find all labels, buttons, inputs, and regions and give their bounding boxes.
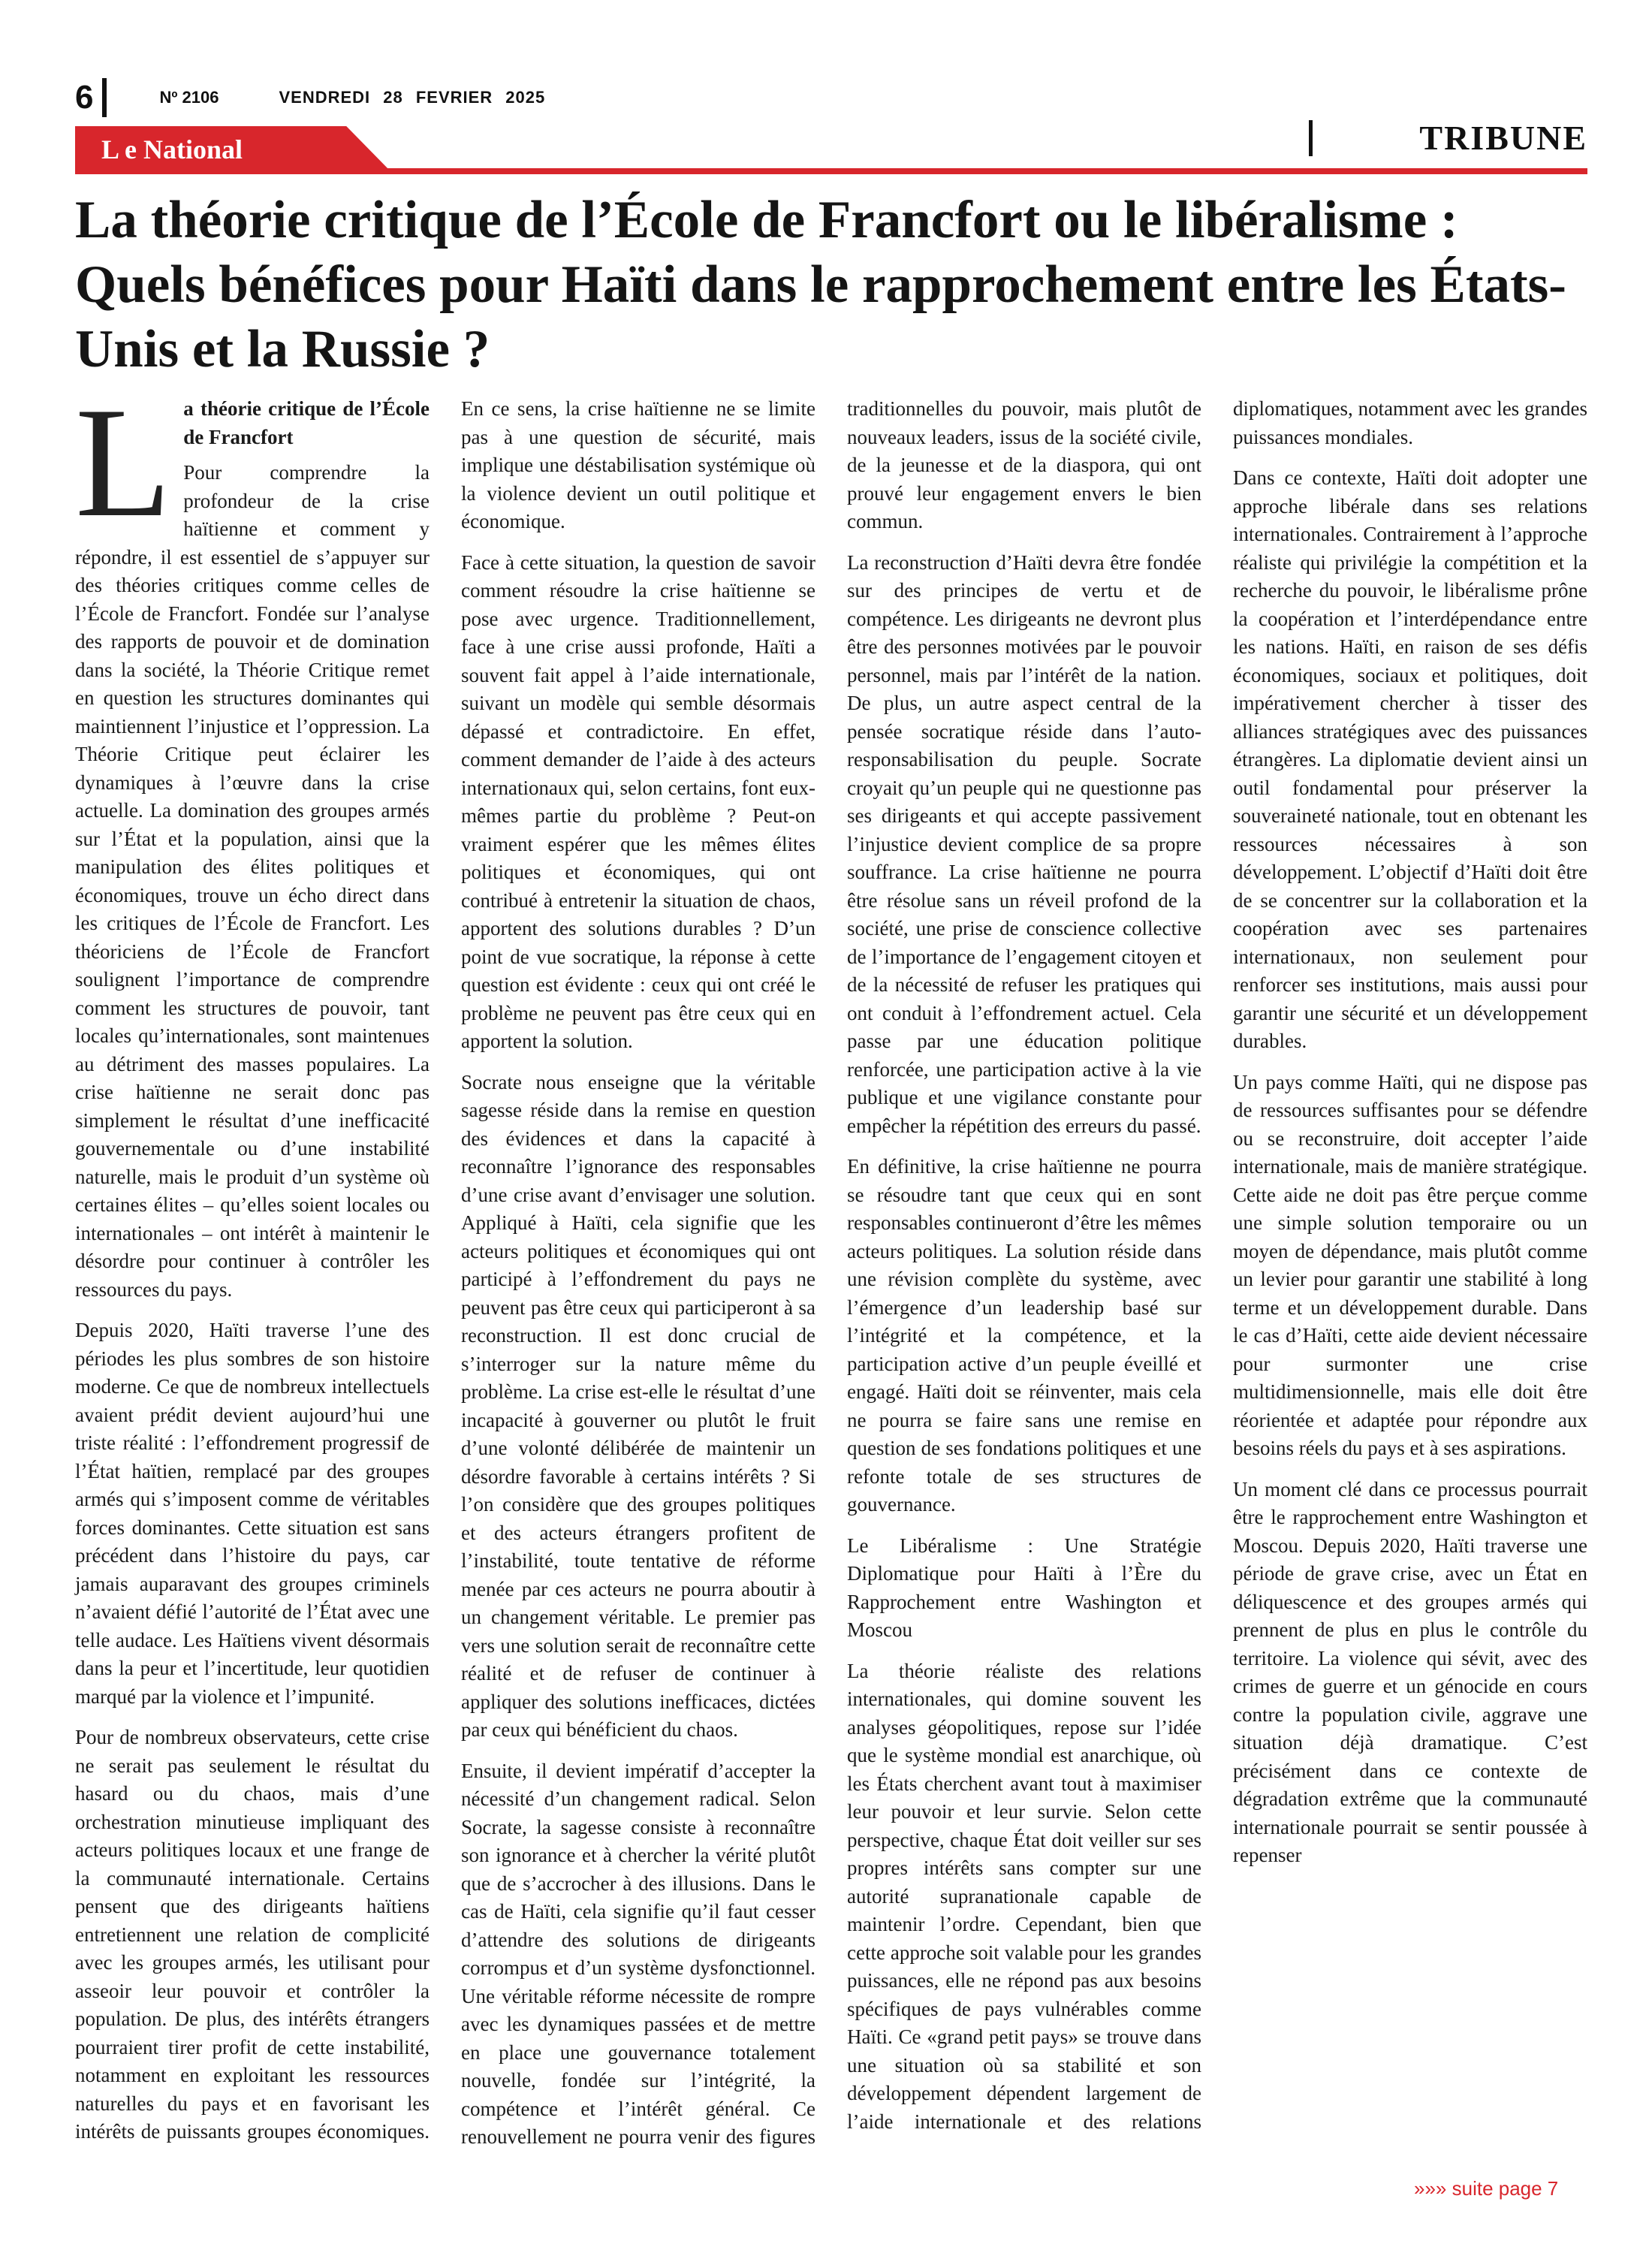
section-subheading: a théorie critique de l’École de Francfort — [183, 397, 430, 448]
page-number: 6 — [75, 79, 94, 116]
issue-number: Nº 2106 — [159, 88, 219, 107]
section-divider — [1309, 120, 1313, 156]
article-paragraph: Ensuite, il devient impératif d’accepter la nécessité d’un changement radical. Selon Socrate, la sagesse consiste à reconnaître son ignorance et à chercher la vérité plutôt que de s’accrocher à des illusions. Dans le cas de Haïti, cela signifie qu’il faut cesser d’attendre des solutions de dirigeants corrompus et d’un système dysfonctionnel. Une véritable réforme nécessite de rompre avec les dynamiques passées et de mettre en place une gouvernance totalement nouvelle, fondée sur l’intégrité, la compétence et l’intérêt général. Ce renouvellement ne pourra venir des figures traditionnelles du pouvoir, mais plutôt de nouveaux leaders, issus de la société civile, de la jeunesse et de la diaspora, qui ont prouvé leur engagement envers le bien commun. — [461, 397, 1201, 2148]
article-paragraph: La théorie réaliste des relations internationales, qui domine souvent les analyses géopolitiques, repose sur l’idée que le système mondial est anarchique, où les États cherchent avant tout à maximiser leur pouvoir et leur survie. Selon cette perspective, chaque État doit veiller sur ses propres intérêts sans compter sur une autorité supranationale capable de maintenir l’ordre. Cependant, bien que cette approche soit valable pour les grandes puissances, elle ne répond pas aux besoins spécifiques de pays vulnérables comme Haïti. Ce «grand petit pays» se trouve dans une situation où sa stabilité et son développement dépendent largement de l’aide internationale et des relations diplomatiques, notamment avec les grandes puissances mondiales. — [847, 397, 1587, 2133]
header-rule — [75, 168, 1587, 174]
article-paragraph: Un pays comme Haïti, qui ne dispose pas de ressources suffisantes pour se défendre ou se reconstruire, doit accepter l’aide internationale, mais de manière stratégique. Cette aide ne doit pas être perçue comme une simple solution temporaire ou un moyen de dépendance, mais plutôt comme un levier pour garantir une stabilité à long terme et un développement durable. Dans le cas d’Haïti, cette aide devient nécessaire pour surmonter une crise multidimensionnelle, mais elle doit être réorientée et adaptée pour répondre aux besoins réels du pays et à ses aspirations. — [1233, 1070, 1587, 1459]
section-subheading-liberalism: Le Libéralisme : Une Stratégie Diplomatique pour Haïti à l’Ère du Rapprochement entre Washington et Moscou — [847, 1534, 1201, 1641]
issue-date: VENDREDI 28 FEVRIER 2025 — [279, 88, 546, 107]
article-paragraph: Pour comprendre la profondeur de la crise haïtienne et comment y répondre, il est essentiel de s’appuyer sur des théories critiques comme celles de l’École de Francfort. Fondée sur l’analyse des rapports de pouvoir et de domination dans la société, la Théorie Critique remet en question les structures dominantes qui maintiennent l’injustice et l’oppression. La Théorie Critique peut éclairer les dynamiques à l’œuvre dans la crise actuelle. La domination des groupes armés sur l’État et la population, ainsi que la manipulation des élites politiques et économiques, trouve un écho direct dans les critiques de l’École de Francfort. Les théoriciens de l’École de Francfort soulignent l’importance de comprendre comment les structures de pouvoir, tant locales qu’internationales, sont maintenues au détriment des masses populaires. La crise haïtienne ne serait donc pas simplement le résultat d’une inefficacité gouvernementale ou d’une instabilité naturelle, mais le produit d’un système où certaines élites – qu’elles soient locales ou internationales – ont intérêt à maintenir le désordre pour continuer à contrôler les ressources du pays. — [75, 461, 430, 1301]
article-paragraph: Dans ce contexte, Haïti doit adopter une approche libérale dans ses relations internationales. Contrairement à l’approche réaliste qui privilégie la compétition et la recherche du pouvoir, le libéralisme prône la coopération et l’interdépendance entre les nations. Haïti, en raison de ses défis économiques, sociaux et politiques, doit impérativement chercher à tisser des alliances stratégiques avec des puissances étrangères. La diplomatie devient ainsi un outil fondamental pour préserver la souveraineté nationale, tout en obtenant les ressources nécessaires à son développement. L’objectif d’Haïti doit être de se concentrer sur la collaboration et la coopération avec ses partenaires internationaux, non seulement pour renforcer ses institutions, mais aussi pour garantir une sécurité et un développement durables. — [1233, 466, 1587, 1052]
article-paragraph: La reconstruction d’Haïti devra être fondée sur des principes de vertu et de compétence. Les dirigeants ne devront plus être des personnes motivées par le pouvoir personnel, mais par l’intérêt de la nation. De plus, un autre aspect central de la pensée socratique réside dans l’auto-responsabilisation du peuple. Socrate croyait qu’un peuple qui ne questionne pas ses dirigeants et qui accepte passivement l’injustice devient complice de sa propre souffrance. La crise haïtienne ne pourra être résolue sans un réveil profond de la société, une prise de conscience collective de l’importance de l’engagement citoyen et de la nécessité de refuser les pratiques qui ont conduit à l’effondrement actuel. Cela passe par une éducation politique renforcée, une participation active à la vie publique et une vigilance constante pour empêcher la répétition des erreurs du passé. — [847, 550, 1201, 1137]
article-paragraph: Depuis 2020, Haïti traverse l’une des périodes les plus sombres de son histoire moderne. Ce que de nombreux intellectuels avaient prédit devient aujourd’hui une triste réalité : l’effondrement progressif de l’État haïtien, remplacé par des groupes armés qui s’imposent comme de véritables forces dominantes. Cette situation est sans précédent dans l’histoire du pays, car jamais auparavant des groupes criminels n’avaient défié l’autorité de l’État avec une telle audace. Les Haïtiens vivent désormais dans la peur et l’incertitude, leur quotidien marqué par la violence et l’impunité. — [75, 1319, 430, 1708]
drop-cap: L — [75, 376, 172, 550]
continuation-link[interactable]: »»» suite page 7 — [1414, 2177, 1559, 2200]
page-number-divider — [102, 78, 107, 117]
article-paragraph: Face à cette situation, la question de savoir comment résoudre la crise haïtienne se pose avec urgence. Traditionnellement, face à une crise aussi profonde, Haïti a souvent fait appel à l’aide internationale, suivant un modèle qui semble désormais dépassé et contradictoire. En effet, comment demander de l’aide à des acteurs internationaux qui, selon certains, font eux-mêmes partie du problème ? Peut-on vraiment espérer que les mêmes élites politiques et économiques, qui ont contribué à entretenir la situation de chaos, apportent des solutions durables ? D’un point de vue socratique, la réponse à cette question est évidente : ceux qui ont créé le problème ne peuvent pas être ceux qui en apportent la solution. — [461, 550, 815, 1052]
article-paragraph: En définitive, la crise haïtienne ne pourra se résoudre tant que ceux qui en sont responsables continueront d’être les mêmes acteurs politiques. La solution réside dans une révision complète du système, avec l’émergence d’un leadership basé sur l’intégrité et la compétence, et la participation active d’un peuple éveillé et engagé. Haïti doit se réinventer, mais cela ne pourra se faire sans une remise en question de ses fondations politiques et une refonte totale de ses structures de gouvernance. — [847, 1155, 1201, 1516]
article-headline: La théorie critique de l’École de Francfort ou le libéralisme : Quels bénéfices pour Haïti dans le rapprochement entre les États-Unis et la Russie ? — [75, 191, 1566, 379]
section-label: TRIBUNE — [1419, 119, 1587, 157]
page-header — [75, 78, 545, 117]
article-paragraph: Un moment clé dans ce processus pourrait être le rapprochement entre Washington et Moscou. Depuis 2020, Haïti traverse une période de grave crise, avec un État en déliquescence et des groupes armés qui prennent de plus en plus le contrôle du territoire. La violence qui sévit, avec des crimes de guerre et un génocide en cours contre la population civile, aggrave une situation déjà dramatique. C’est précisément dans ce contexte de dégradation extrême que la communauté internationale pourrait se sentir poussée à repenser — [1233, 1477, 1587, 1866]
article-paragraph: Socrate nous enseigne que la véritable sagesse réside dans la remise en question des évidences et dans la capacité à reconnaître l’ignorance des responsables d’une crise avant d’envisager une solution. Appliqué à Haïti, cela signifie que les acteurs politiques et économiques qui ont participé à l’effondrement du pays ne peuvent pas être ceux qui participeront à sa reconstruction. Il est donc crucial de s’interroger sur la nature même du problème. La crise est-elle le résultat d’une incapacité à gouverner ou plutôt le fruit d’une volonté délibérée de maintenir un désordre favorable à certains intérêts ? Si l’on considère que des groupes politiques et des acteurs étrangers profitent de l’instabilité, toute tentative de réforme menée par ces acteurs ne pourra aboutir à un changement véritable. Le premier pas vers une solution serait de reconnaître cette réalité et de refuser de continuer à appliquer des solutions inefficaces, dictées par ceux qui bénéficient du chaos. — [461, 1070, 815, 1741]
article-body — [75, 376, 1587, 2167]
article-paragraph: Pour de nombreux observateurs, cette crise ne serait pas seulement le résultat du hasard ou du chaos, mais d’une orchestration minutieuse impliquant des acteurs politiques locaux et une frange de la communauté internationale. Certains pensent que des dirigeants haïtiens entretiennent une relation de complicité avec les groupes armés, les utilisant pour asseoir leur pouvoir et contrôler la population. De plus, des intérêts étrangers pourraient tirer profit de cette instabilité, notamment en exploitant les ressources naturelles du pays et en favorisant les intérêts de puissants groupes économiques. En ce sens, la crise haïtienne ne se limite pas à une question de sécurité, mais implique une déstabilisation systémique où la violence devient un outil politique et économique. — [75, 397, 815, 2143]
brand-name: L e National — [101, 134, 243, 164]
